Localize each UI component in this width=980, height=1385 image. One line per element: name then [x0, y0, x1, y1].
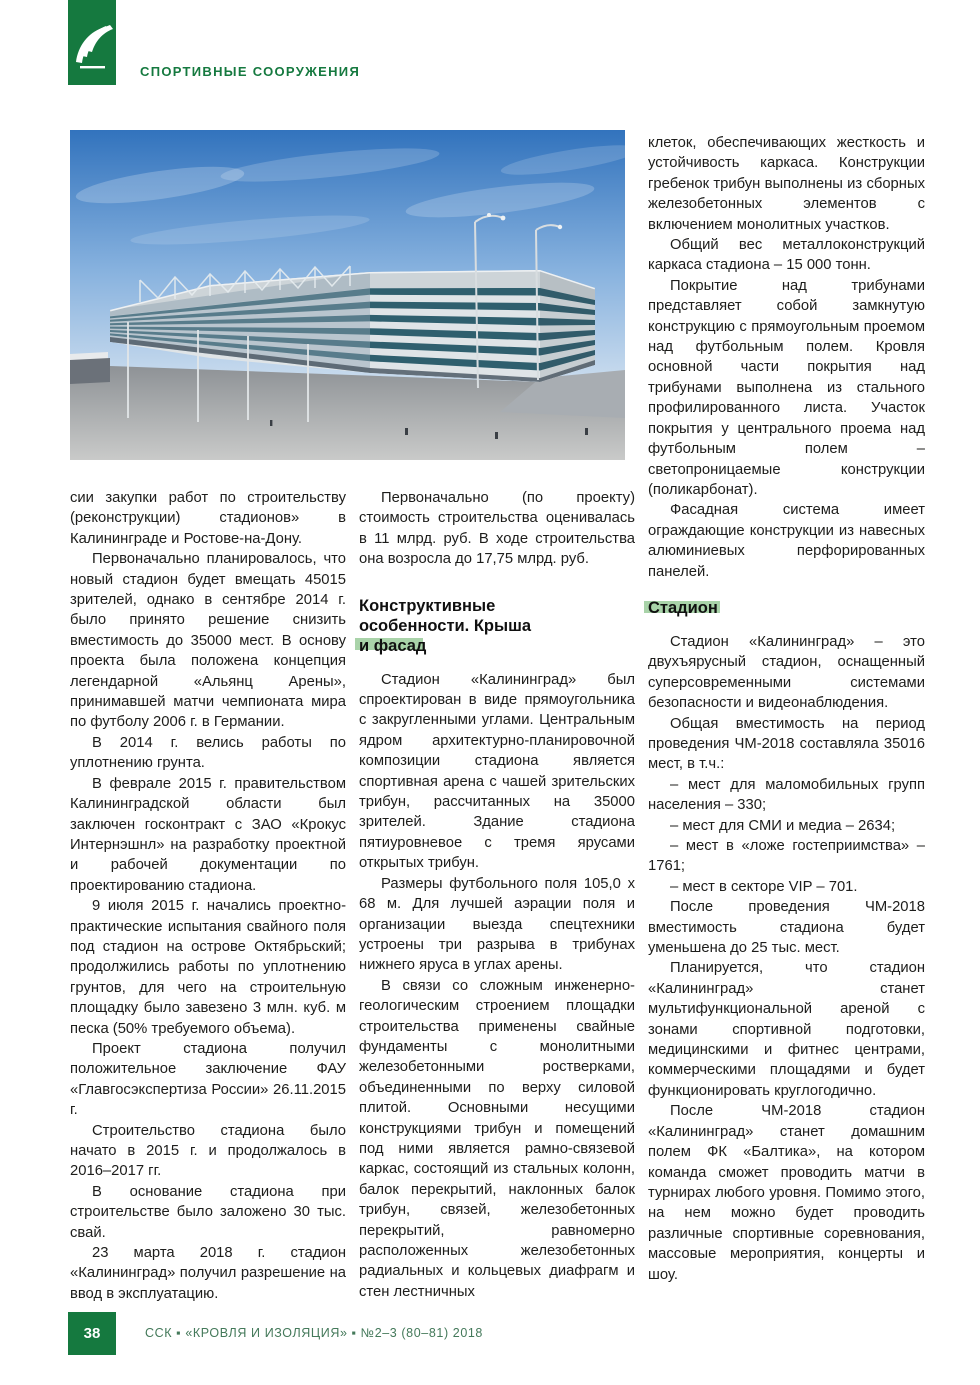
paragraph: – мест в секторе VIP – 701. [670, 878, 858, 895]
paragraph: – мест для СМИ и медиа – 2634; [670, 817, 896, 834]
publisher-logo [68, 0, 116, 85]
column-center-body [359, 670, 635, 1303]
paragraph: В основание стадиона при строительстве было заложено 30 тыс. свай. [70, 1183, 346, 1241]
footer-issue-line: ССК ▪ «КРОВЛЯ И ИЗОЛЯЦИЯ» ▪ №2–3 (80–81) 2018 [145, 1326, 483, 1340]
paragraph: После проведения ЧМ-2018 вместимость стадиона будет уменьшена до 25 тыс. мест. [648, 899, 925, 957]
column-center [359, 488, 635, 1302]
paragraph: – мест для маломобильных групп населения – 330; [648, 776, 925, 814]
column-right-top [648, 133, 925, 582]
paragraph: Общая вместимость на период проведения ЧМ-2018 составляла 35016 мест, в т.ч.: [648, 715, 925, 773]
heading-line: и фасад [359, 636, 427, 655]
paragraph: – мест в «ложе гостеприимства» – 1761; [648, 838, 925, 875]
paragraph: Строительство стадиона было начато в 2015 г. и продолжалось в 2016–2017 гг. [70, 1122, 346, 1180]
paragraph: Стадион «Калининград» был спроектирован в виде прямоугольника с закругленными углами. Центральным ядром архитектурно-планировочной композиции стадиона является спортивная арена с чашей зрительских трибун, рассчитанных на 35000 зрителей. Здание стадиона пятиуровневое с тремя ярусами открытых трибун. [359, 671, 635, 872]
paragraph: Планируется, что стадион «Калининград» станет мультифункциональной ареной с зонами спортивной подготовки, медицинскими и фитнес центрами, коммерческими площадями и будет функционировать круглогодично. [648, 960, 925, 1099]
paragraph: В феврале 2015 г. правительством Калининградской области был заключен госконтракт с ЗАО «Крокус Интернэшнл» на разработку проектной и рабочей документации по проектированию стадиона. [70, 775, 346, 894]
page-number-badge: 38 [68, 1312, 116, 1355]
paragraph: Первоначально планировалось, что новый стадион будет вмещать 45015 зрителей, однако в сентябре 2014 г. было принято решение снизить вместимость до 35000 мест. В основу проекта была положена концепция легендарной «Альянц Арены», принимавшей матчи чемпионата мира по футболу 2006 г. в Германии. [70, 551, 346, 731]
stadium-photo [70, 130, 625, 460]
subheading-stadium [648, 598, 925, 618]
paragraph: Покрытие над трибунами представляет собой замкнутую конструкцию с прямоугольным проемом над футбольным полем. Кровля основной части покрытия над трибунами выполнена из стального профилированного листа. Участок покрытия у центрального проема над футбольным полем – светопроницаемые конструкции (поликарбонат). [648, 277, 925, 498]
section-label: СПОРТИВНЫЕ СООРУЖЕНИЯ [140, 64, 361, 79]
paragraph: В связи со сложным инженерно-геологическим строением площадки строительства применены свайные фундаменты с монолитными железобетонными ростверками, объединенными по верху силовой плитой. Основными несущими конструкциями трибун и помещений под ними является рамно-связевой каркас, состоящий из стальных колонн, балок перекрытий, наклонных балок трибун, связей, железобетонных перекрытий, равномерно расположенных железобетонных радиальных и кольцевых диафрагм и стен лестничных [359, 977, 635, 1300]
column-left [70, 488, 346, 1304]
paragraph: 23 марта 2018 г. стадион «Калининград» получил разрешение на ввод в эксплуатацию. [70, 1245, 346, 1302]
paragraph: После ЧМ-2018 стадион «Калининград» станет домашним полем ФК «Балтика», на котором команда сможет проводить матчи в турнирах любого уровня. Помимо этого, на нем можно будет проводить различные спортивные соревнования, массовые мероприятия, концерты и шоу. [648, 1103, 925, 1283]
paragraph: Размеры футбольного поля 105,0 х 68 м. Для лучшей аэрации поля и организации выезда спецтехники устроены три разрыва в трибунах нижнего яруса в углах арены. [359, 875, 635, 974]
paragraph: В 2014 г. велись работы по уплотнению грунта. [70, 734, 346, 772]
paragraph: клеток, обеспечивающих жесткость и устойчивость каркаса. Конструкции гребенок трибун выполнены из сборных железобетонных элементов с включением монолитных участков. [648, 135, 925, 233]
column-right-body [648, 632, 925, 1285]
paragraph: Стадион «Калининград» – это двухъярусный стадион, оснащенный суперсовременными системами безопасности и видеонаблюдения. [648, 633, 925, 712]
paragraph: 9 июля 2015 г. начались проектно-практические испытания свайного поля под стадион на острове Октябрьский; продолжились работы по уплотнению грунтов, для чего на строительную площадку было завезено 3 млн. куб. м песка (50% требуемого объема). [70, 898, 346, 1037]
column-center-intro [359, 488, 635, 570]
heading-line: Конструктивные [359, 596, 496, 615]
paragraph: Фасадная система имеет ограждающие конструкции из навесных алюминиевых перфорированных панелей. [648, 502, 925, 580]
paragraph: Первоначально (по проекту) стоимость строительства оценивалась в 11 млрд. руб. В ходе строительства она возросла до 17,75 млрд. руб. [359, 490, 635, 568]
stadium-photo-image [70, 130, 625, 460]
heading-line: особенности. Крыша [359, 616, 532, 635]
paragraph: Общий вес металлоконструкций каркаса стадиона – 15 000 тонн. [648, 237, 925, 274]
heading-line: Стадион [648, 598, 718, 617]
leaf-logo-icon [68, 0, 116, 85]
subheading-roof-facade [359, 596, 635, 656]
paragraph: сии закупки работ по строительству (реконструкции) стадионов» в Калининграде и Ростове-на-Дону. [70, 490, 346, 547]
paragraph: Проект стадиона получил положительное заключение ФАУ «Главгосэкспертиза России» 26.11.2015 г. [70, 1040, 346, 1119]
column-right [648, 133, 925, 1285]
